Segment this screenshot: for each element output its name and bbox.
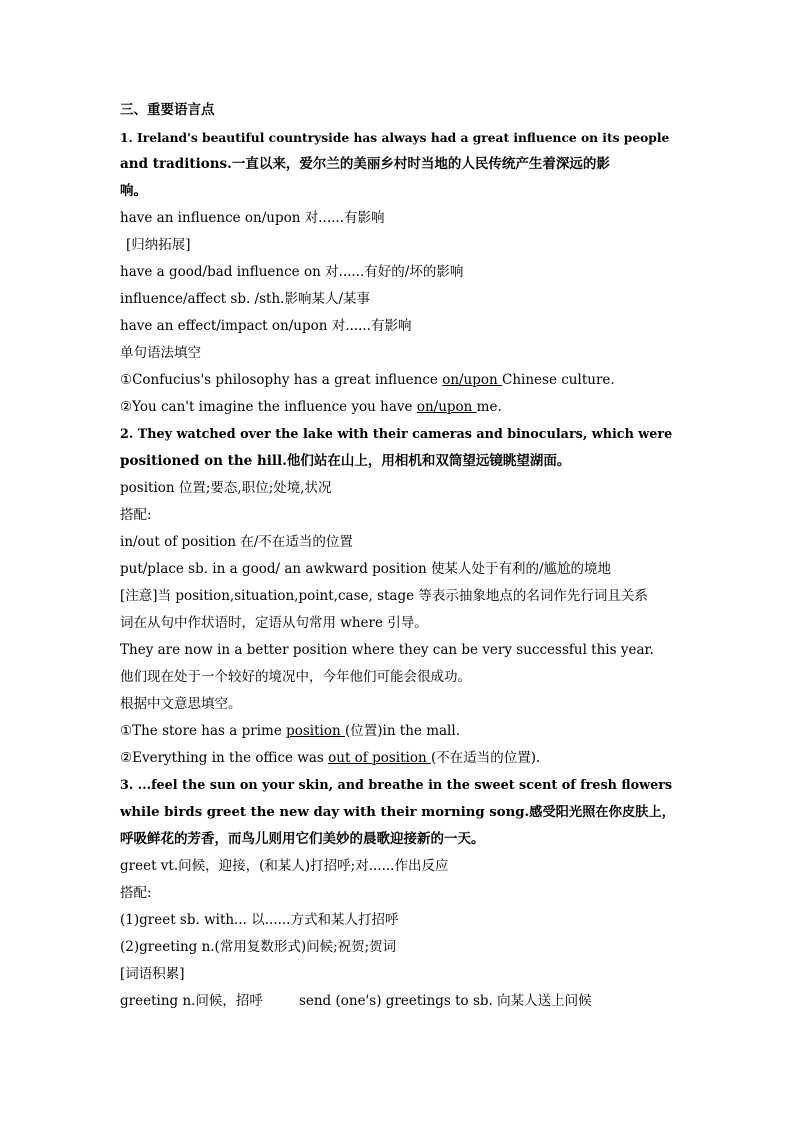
point-3-vocab-1 [120,988,680,1015]
point-1-exercise-title: 单句语法填空 [120,345,201,361]
point-1-expand-heading: [归纳拓展] [126,237,191,253]
point-1-expand-2: influence/affect sb. /sth.影响某人/某事 [120,291,370,307]
vocab-item: greeting n.问候，招呼 [120,993,263,1009]
point-1-sentence-line1: 1. Ireland's beautiful countryside has always had a great influence on its people [120,130,670,145]
exercise-answer: on/upon [442,372,503,388]
point-3-collocation-heading: 搭配: [120,885,152,901]
exercise-answer: on/upon [416,399,477,415]
point-2-collocation-2: put/place sb. in a good/ an awkward position 使某人处于有利的/尴尬的境地 [120,561,612,577]
exercise-text: ②You can't imagine the influence you have [120,399,417,415]
point-2-example-zh: 他们现在处于一个较好的境况中，今年他们可能会很成功。 [120,669,471,685]
point-3-definition: greet vt.问候，迎接，(和某人)打招呼;对......作出反应 [120,858,449,874]
section-title: 三、重要语言点 [120,102,215,118]
point-3-translation-end: 呼吸鲜花的芳香，而鸟儿则用它们美妙的晨歌迎接新的一天。 [120,831,485,847]
point-1-sentence-line2 [120,151,680,178]
exercise-answer: position [286,723,345,739]
vocab-item: send (one's) greetings to sb. 向某人送上问候 [298,993,592,1009]
point-2-note-line2: 词在从句中作状语时，定语从句常用 where 引导。 [120,615,428,631]
point-1-sentence-en-end: and traditions. [120,156,232,172]
exercise-text: ②Everything in the office was [120,750,329,766]
point-2-example-en: They are now in a better position where they can be very successful this year. [120,642,654,658]
point-1-definition: have an influence on/upon 对......有影响 [120,210,385,226]
point-1-translation: 一直以来，爱尔兰的美丽乡村时当地的人民传统产生着深远的影 [231,156,610,172]
point-2-sentence-line2 [120,448,680,475]
point-2-note-line1: [注意]当 position,situation,point,case, stage 等表示抽象地点的名词作先行词且关系 [120,588,648,604]
point-1-exercise-2 [120,394,680,421]
point-3-collocation-1: (1)greet sb. with... 以......方式和某人打招呼 [120,912,399,928]
point-2-collocation-heading: 搭配: [120,507,152,523]
point-2-fill-1 [120,718,680,745]
point-3-translation: 感受阳光照在你皮肤上， [529,805,675,820]
exercise-text: (不在适当的位置). [430,750,541,766]
exercise-text: (位置)in the mall. [344,723,460,739]
point-1-expand-1: have a good/bad influence on 对......有好的/坏的影响 [120,264,464,280]
point-1-translation-end: 响。 [120,183,147,199]
point-2-sentence-line1: 2. They watched over the lake with their cameras and binoculars, which were [120,427,673,442]
point-2-collocation-1: in/out of position 在/不在适当的位置 [120,534,353,550]
exercise-text: me. [476,399,502,415]
point-3-sentence-en-end: while birds greet the new day with their morning song. [120,805,530,820]
point-2-definition: position 位置;要态,职位;处境,状况 [120,480,332,496]
point-3-sentence-line2 [120,799,680,826]
point-1-exercise-1 [120,367,680,394]
point-1-expand-3: have an effect/impact on/upon 对......有影响 [120,318,412,334]
point-2-fill-title: 根据中文意思填空。 [120,696,242,712]
exercise-text: Chinese culture. [502,372,615,388]
exercise-text: ①Confucius's philosophy has a great influence [120,372,443,388]
point-2-sentence-en-end: positioned on the hill. [120,453,287,469]
point-3-sentence-line1: 3. ...feel the sun on your skin, and breathe in the sweet scent of fresh flowers [120,778,673,793]
point-3-collocation-2: (2)greeting n.(常用复数形式)问候;祝贺;贺词 [120,939,397,955]
exercise-answer: out of position [328,750,431,766]
point-2-fill-2 [120,745,680,772]
document-page [120,97,680,1015]
point-3-vocab-heading: [词语积累] [120,966,185,982]
exercise-text: ①The store has a prime [120,723,287,739]
point-2-translation: 他们站在山上，用相机和双筒望远镜眺望湖面。 [286,453,571,469]
